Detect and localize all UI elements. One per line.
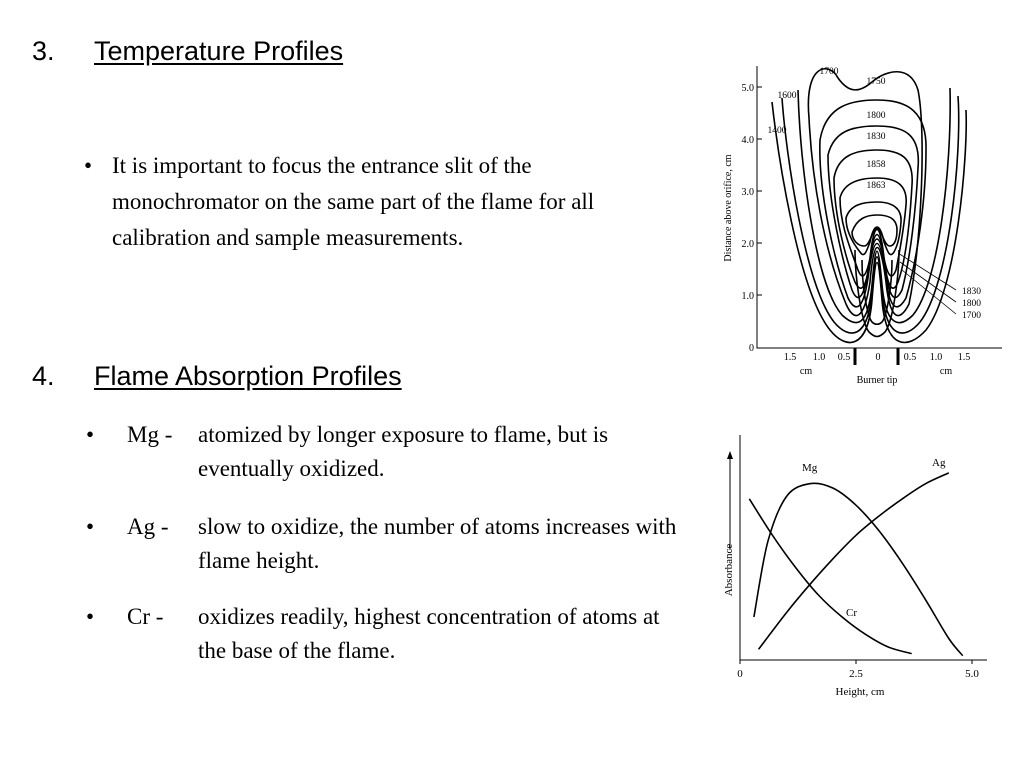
x-tick-label: 1.0 — [812, 352, 826, 363]
section-4-heading — [32, 361, 532, 395]
series-label-ag: Ag — [932, 457, 946, 469]
contour-label: 1858 — [866, 160, 886, 170]
y-tick-label: 4.0 — [741, 135, 754, 146]
section-3-title: Temperature Profiles — [94, 36, 344, 66]
bullet-marker: • — [86, 422, 95, 447]
side-contour-label: 1700 — [962, 311, 981, 321]
chart-y-axis-label: Absorbance — [723, 543, 735, 597]
series-label-cr: Cr — [846, 607, 857, 619]
element-label-mg: Mg - — [127, 422, 173, 447]
y-tick-label: 5.0 — [741, 83, 754, 94]
x-tick-label: 1.5 — [957, 352, 971, 363]
section-4-number: 4. — [32, 361, 55, 391]
x-tick-label: 0 — [875, 352, 881, 363]
contour-label: 1600 — [777, 91, 797, 101]
temperature-y-axis-label: Distance above orifice, cm — [723, 154, 734, 262]
contour-label: 1863 — [866, 181, 886, 191]
section-3-number: 3. — [32, 36, 55, 66]
temperature-x-axis-label: Burner tip — [856, 375, 898, 386]
chart-x-axis-label: Height, cm — [835, 686, 885, 698]
chart-axes — [740, 435, 987, 660]
x-tick-marks — [740, 660, 972, 664]
temperature-profile-figure — [712, 60, 1002, 390]
section-4-title: Flame Absorption Profiles — [94, 361, 402, 391]
bullet-marker: • — [86, 604, 95, 629]
section-3-bullet-text: It is important to focus the entrance slit of the monochromator on the same part of the flame for all calibration and sample measurements. — [112, 153, 595, 250]
element-label-ag: Ag - — [127, 514, 169, 539]
temperature-contours — [772, 69, 966, 343]
contour-label: 1400 — [767, 126, 787, 136]
absorption-profile-chart — [712, 425, 1002, 705]
y-tick-label: 3.0 — [741, 187, 754, 198]
contour-leader-lines — [898, 253, 956, 314]
bullet-marker: • — [84, 153, 93, 178]
x-tick-label: 0 — [737, 668, 743, 680]
section-3-heading — [32, 36, 452, 70]
series-line-ag — [759, 473, 949, 649]
x-tick-label: 1.5 — [783, 352, 797, 363]
x-tick-label: 2.5 — [849, 668, 863, 680]
x-unit-right: cm — [939, 366, 953, 377]
element-description-ag: slow to oxidize, the number of atoms increases with flame height. — [198, 514, 677, 573]
arrow-up-icon — [727, 451, 733, 459]
bullet-marker: • — [86, 514, 95, 539]
element-description-mg: atomized by longer exposure to flame, but is eventually oxidized. — [198, 422, 609, 481]
side-contour-label: 1800 — [962, 299, 981, 309]
contour-label: 1830 — [866, 132, 886, 142]
contour-label: 1700 — [819, 67, 839, 77]
x-tick-label: 1.0 — [929, 352, 943, 363]
element-label-cr: Cr - — [127, 604, 164, 629]
y-tick-label: 0 — [749, 343, 754, 354]
y-tick-marks — [757, 87, 762, 295]
x-tick-label: 0.5 — [903, 352, 917, 363]
contour-label: 1750 — [866, 77, 886, 87]
side-contour-label: 1830 — [962, 287, 981, 297]
y-tick-label: 2.0 — [741, 239, 754, 250]
x-tick-label: 5.0 — [965, 668, 979, 680]
element-description-cr: oxidizes readily, highest concentration of atoms at the base of the flame. — [198, 604, 660, 663]
x-tick-label: 0.5 — [837, 352, 851, 363]
contour-label: 1800 — [866, 111, 886, 121]
y-tick-label: 1.0 — [741, 291, 754, 302]
series-label-mg: Mg — [802, 462, 818, 474]
x-unit-left: cm — [799, 366, 813, 377]
